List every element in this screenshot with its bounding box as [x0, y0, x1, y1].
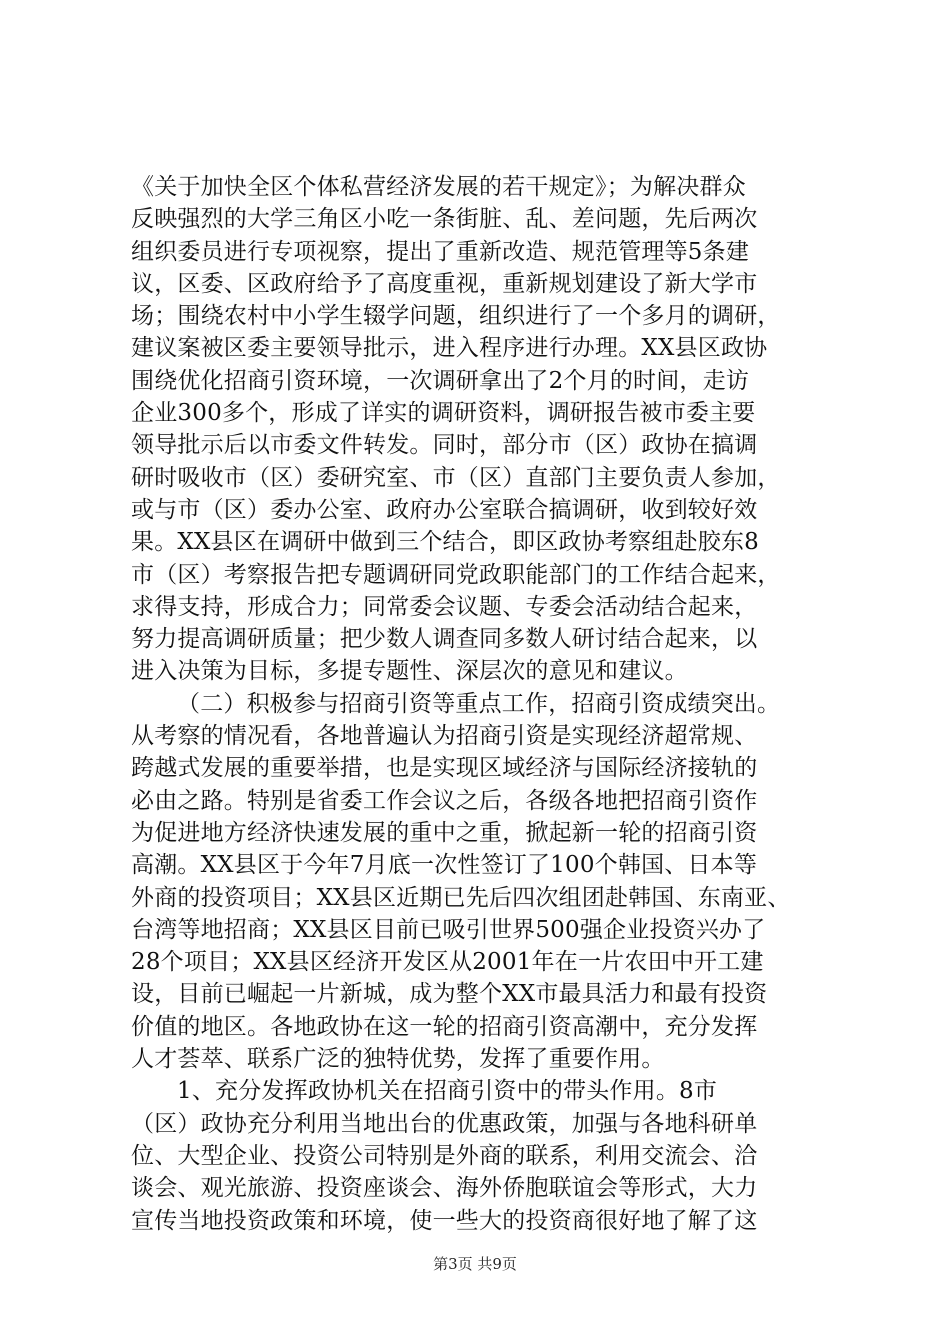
text-line: 果。XX县区在调研中做到三个结合，即区政协考察组赴胶东8	[131, 529, 759, 556]
text-line: 《关于加快全区个体私营经济发展的若干规定》；为解决群众	[131, 174, 746, 200]
text-line: 或与市（区）委办公室、政府办公室联合搞调研，收到较好效	[131, 496, 758, 523]
text-line: 1、充分发挥政协机关在招商引资中的带头作用。8市	[177, 1078, 718, 1105]
text-line: （区）政协充分利用当地出台的优惠政策，加强与各地科研单	[131, 1110, 758, 1137]
text-line: 外商的投资项目；XX县区近期已先后四次组团赴韩国、东南亚、	[131, 884, 791, 911]
text-line: 谈会、观光旅游、投资座谈会、海外侨胞联谊会等形式，大力	[131, 1175, 758, 1202]
text-line: 人才荟萃、联系广泛的独特优势，发挥了重要作用。	[131, 1046, 665, 1073]
text-line: 围绕优化招商引资环境，一次调研拿出了2个月的时间，走访	[131, 367, 750, 394]
text-line: 跨越式发展的重要举措，也是实现区域经济与国际经济接轨的	[131, 755, 758, 782]
text-line: 企业300多个，形成了详实的调研资料，调研报告被市委主要	[131, 400, 756, 427]
text-line: 设，目前已崛起一片新城，成为整个XX市最具活力和最有投资	[131, 981, 768, 1008]
text-line: 组织委员进行专项视察，提出了重新改造、规范管理等5条建	[131, 238, 750, 265]
text-line: 高潮。XX县区于今年7月底一次性签订了100个韩国、日本等	[131, 852, 758, 879]
text-line: 从考察的情况看，各地普遍认为招商引资是实现经济超常规、	[131, 723, 758, 750]
body-text	[131, 171, 831, 1237]
text-line: 位、大型企业、投资公司特别是外商的联系，利用交流会、洽	[131, 1142, 758, 1169]
text-line: 求得支持，形成合力；同常委会议题、专委会活动结合起来，	[131, 593, 758, 620]
text-line: 场；围绕农村中小学生辍学问题，组织进行了一个多月的调研，	[131, 303, 781, 330]
text-line: （二）积极参与招商引资等重点工作，招商引资成绩突出。	[177, 690, 781, 717]
text-line: 进入决策为目标，多提专题性、深层次的意见和建议。	[131, 658, 688, 685]
text-line: 必由之路。特别是省委工作会议之后，各级各地把招商引资作	[131, 787, 758, 814]
page-number-footer: 第3页 共9页	[433, 1255, 517, 1273]
text-line: 议，区委、区政府给予了高度重视，重新规划建设了新大学市	[131, 270, 758, 297]
text-line: 价值的地区。各地政协在这一轮的招商引资高潮中，充分发挥	[131, 1013, 758, 1040]
text-line: 宣传当地投资政策和环境，使一些大的投资商很好地了解了这	[131, 1207, 758, 1234]
text-line: 反映强烈的大学三角区小吃一条街脏、乱、差问题，先后两次	[131, 206, 758, 233]
text-line: 努力提高调研质量；把少数人调查同多数人研讨结合起来，以	[131, 626, 758, 653]
text-line: 市（区）考察报告把专题调研同党政职能部门的工作结合起来，	[131, 561, 781, 588]
text-line: 为促进地方经济快速发展的重中之重，掀起新一轮的招商引资	[131, 819, 758, 846]
text-line: 领导批示后以市委文件转发。同时，部分市（区）政协在搞调	[131, 432, 758, 459]
text-line: 28个项目；XX县区经济开发区从2001年在一片农田中开工建	[131, 949, 764, 976]
text-line: 台湾等地招商；XX县区目前已吸引世界500强企业投资兴办了	[131, 916, 766, 943]
text-line: 研时吸收市（区）委研究室、市（区）直部门主要负责人参加，	[131, 464, 781, 491]
text-line: 建议案被区委主要领导批示，进入程序进行办理。XX县区政协	[131, 335, 768, 362]
